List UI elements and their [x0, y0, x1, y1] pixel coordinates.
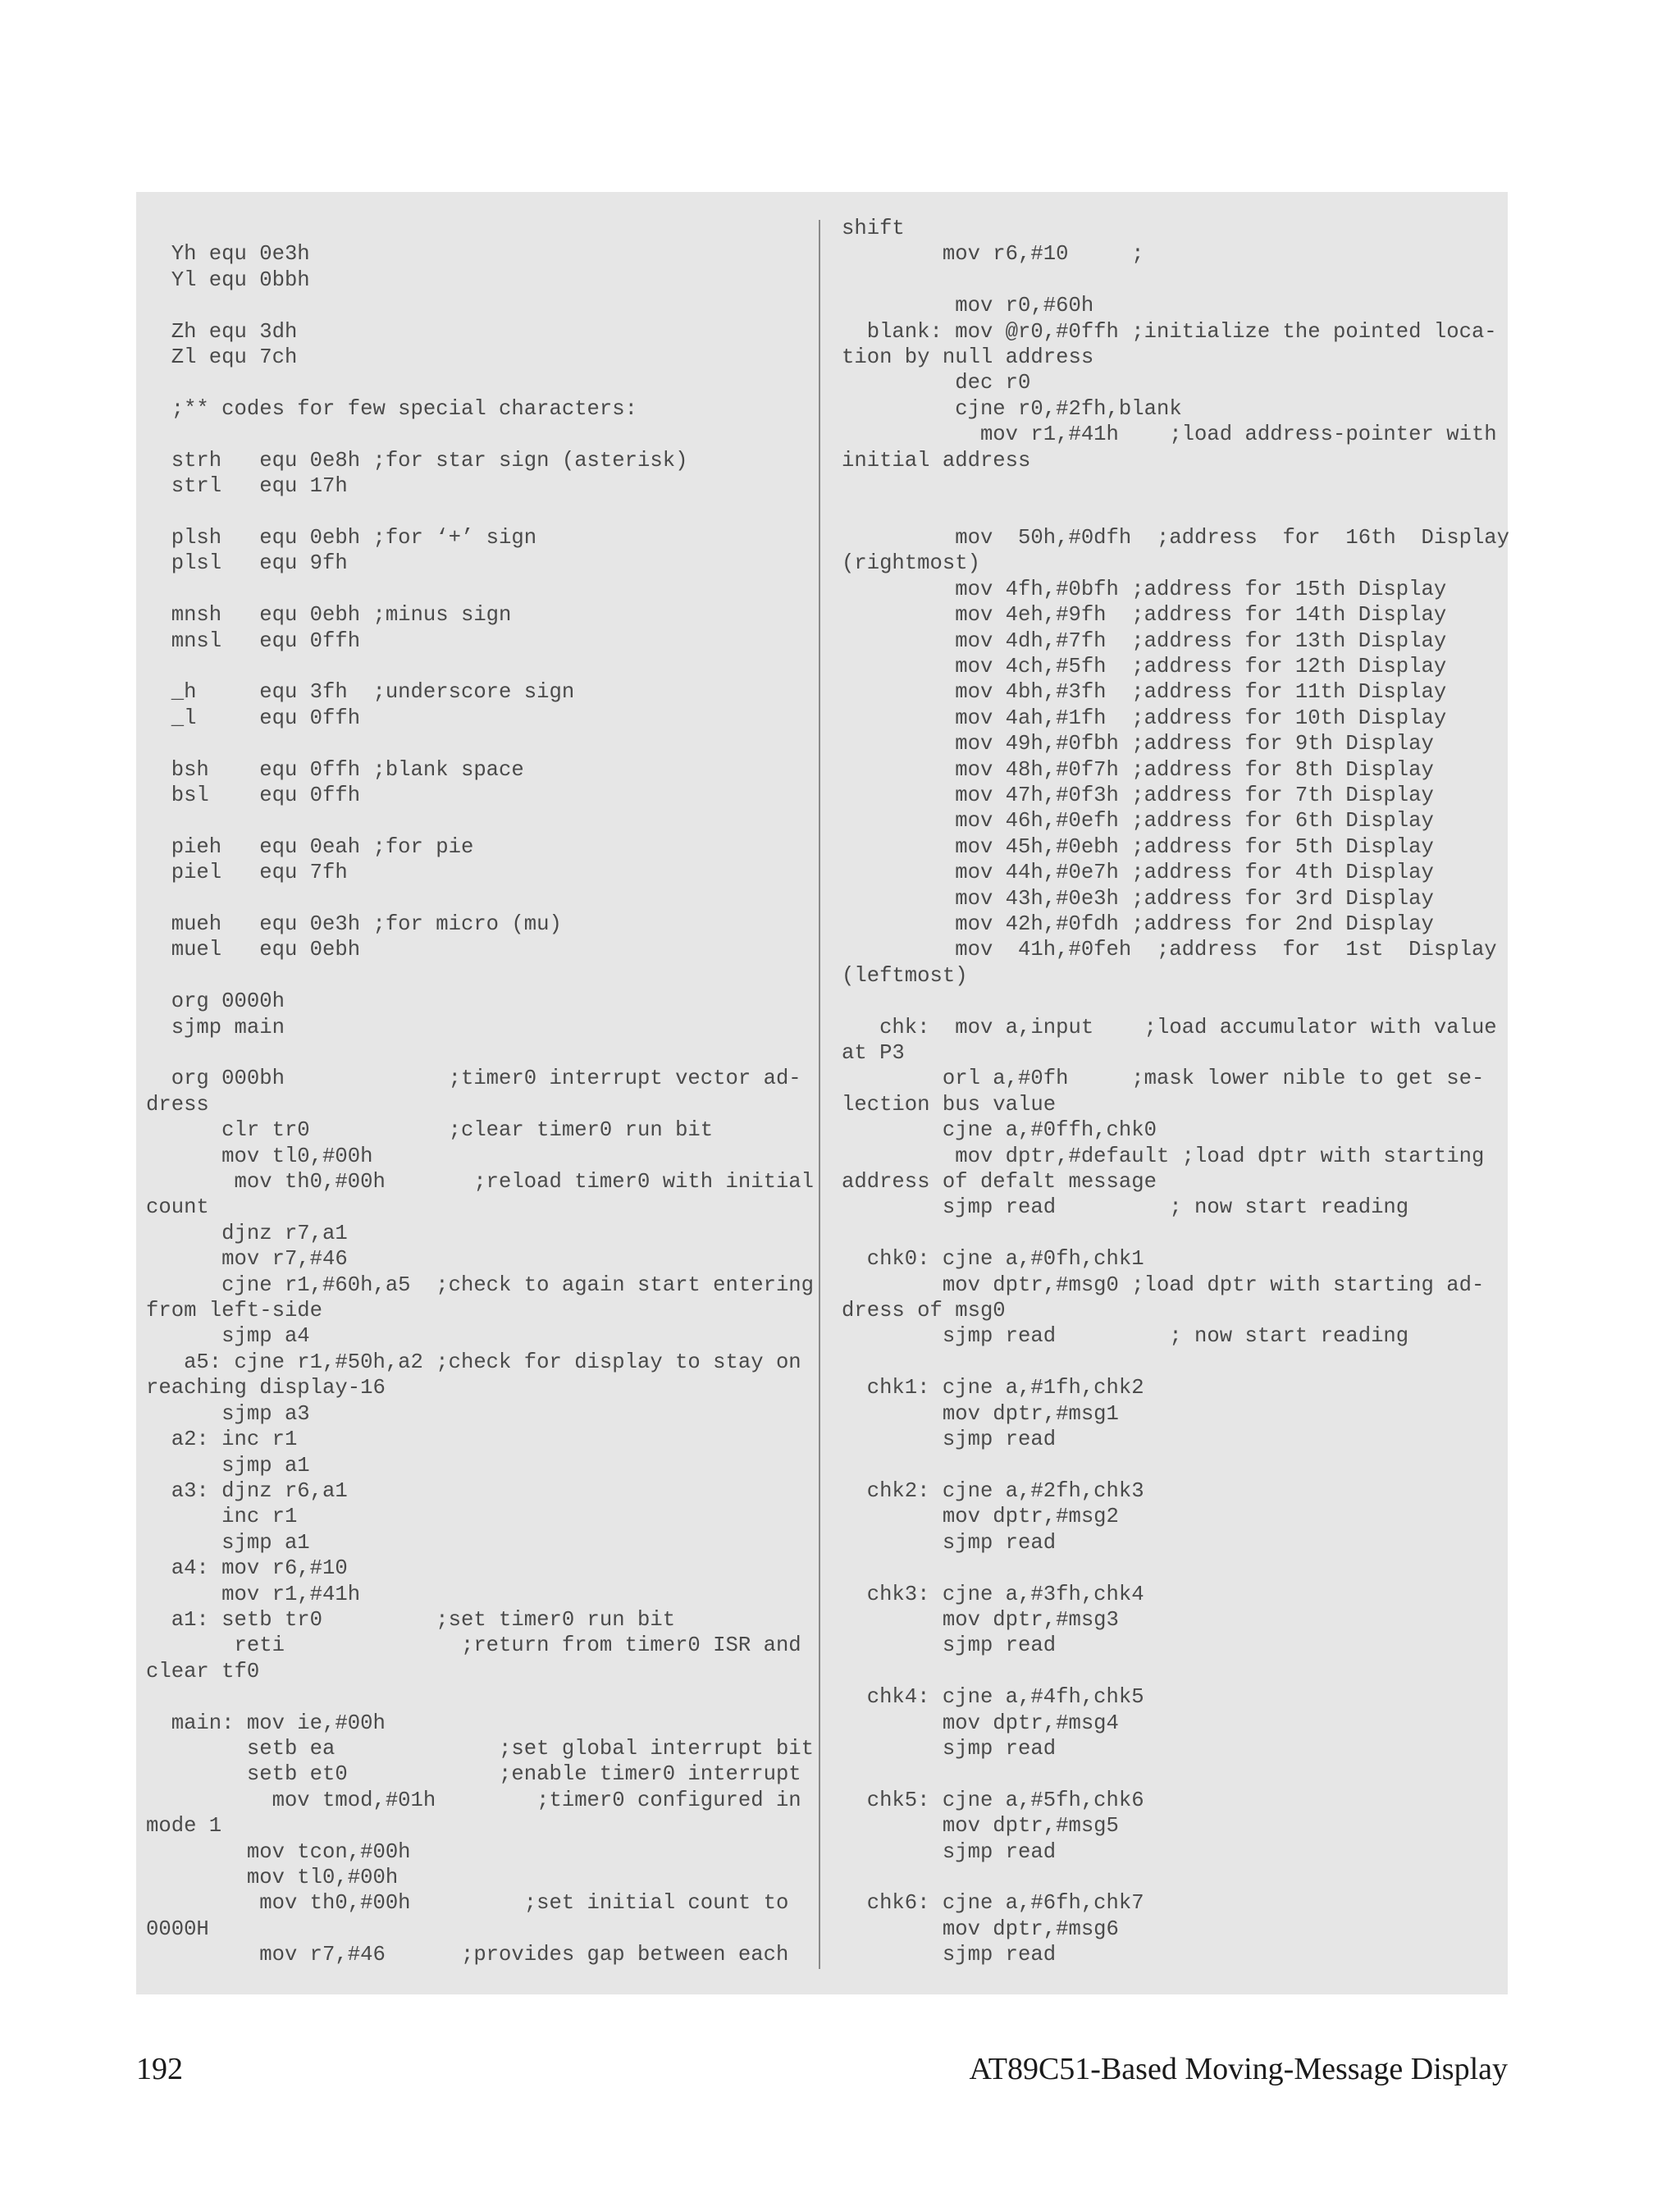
column-divider	[819, 220, 820, 1969]
running-title: AT89C51-Based Moving-Message Display	[969, 2052, 1508, 2086]
code-column-right: shift mov r6,#10 ; mov r0,#60h blank: mov @r0,#0ffh ;initialize the pointed loca- tion by null address dec r0 cjne r0,#2fh,blank mov r1,#41h ;load address-pointer with initial address mov 50h,#0dfh ;address for 16th Display (rightmost) mov 4fh,#0bfh ;address for 15th Display mov 4eh,#9fh ;address for 14th Display mov 4dh,#7fh ;address for 13th Display mov 4ch,#5fh ;address for 12th Display mov 4bh,#3fh ;address for 11th Display mov 4ah,#1fh ;address for 10th Display mov 49h,#0fbh ;address for 9th Display mov 48h,#0f7h ;address for 8th Display mov 47h,#0f3h ;address for 7th Display mov 46h,#0efh ;address for 6th Display mov 45h,#0ebh ;address for 5th Display mov 44h,#0e7h ;address for 4th Display mov 43h,#0e3h ;address for 3rd Display mov 42h,#0fdh ;address for 2nd Display mov 41h,#0feh ;address for 1st Display (leftmost) chk: mov a,input ;load accumulator with value at P3 orl a,#0fh ;mask lower nible to get se- lection bus value cjne a,#0ffh,chk0 mov dptr,#default ;load dptr with starting address of defalt message sjmp read ; now start reading chk0: cjne a,#0fh,chk1 mov dptr,#msg0 ;load dptr with starting ad- dress of msg0 sjmp read ; now start reading chk1: cjne a,#1fh,chk2 mov dptr,#msg1 sjmp read chk2: cjne a,#2fh,chk3 mov dptr,#msg2 sjmp read chk3: cjne a,#3fh,chk4 mov dptr,#msg3 sjmp read chk4: cjne a,#4fh,chk5 mov dptr,#msg4 sjmp read chk5: cjne a,#5fh,chk6 mov dptr,#msg5 sjmp read chk6: cjne a,#6fh,chk7 mov dptr,#msg6 sjmp read	[842, 217, 1510, 1967]
page-number: 192	[136, 2052, 183, 2086]
code-column-left: Yh equ 0e3h Yl equ 0bbh Zh equ 3dh Zl equ 7ch ;** codes for few special characters: strh equ 0e8h ;for star sign (asterisk) strl equ 17h plsh equ 0ebh ;for ‘+’ sign plsl equ 9fh mnsh equ 0ebh ;minus sign mnsl equ 0ffh _h equ 3fh ;underscore sign _l equ 0ffh bsh equ 0ffh ;blank space bsl equ 0ffh pieh equ 0eah ;for pie piel equ 7fh mueh equ 0e3h ;for micro (mu) muel equ 0ebh org 0000h sjmp main org 000bh ;timer0 interrupt vector ad- dress clr tr0 ;clear timer0 run bit mov tl0,#00h mov th0,#00h ;reload timer0 with initial count djnz r7,a1 mov r7,#46 cjne r1,#60h,a5 ;check to again start entering from left-side sjmp a4 a5: cjne r1,#50h,a2 ;check for display to stay on reaching display-16 sjmp a3 a2: inc r1 sjmp a1 a3: djnz r6,a1 inc r1 sjmp a1 a4: mov r6,#10 mov r1,#41h a1: setb tr0 ;set timer0 run bit reti ;return from timer0 ISR and clear tf0 main: mov ie,#00h setb ea ;set global interrupt bit setb et0 ;enable timer0 interrupt mov tmod,#01h ;timer0 configured in mode 1 mov tcon,#00h mov tl0,#00h mov th0,#00h ;set initial count to 0000H mov r7,#46 ;provides gap between each	[146, 242, 815, 1967]
